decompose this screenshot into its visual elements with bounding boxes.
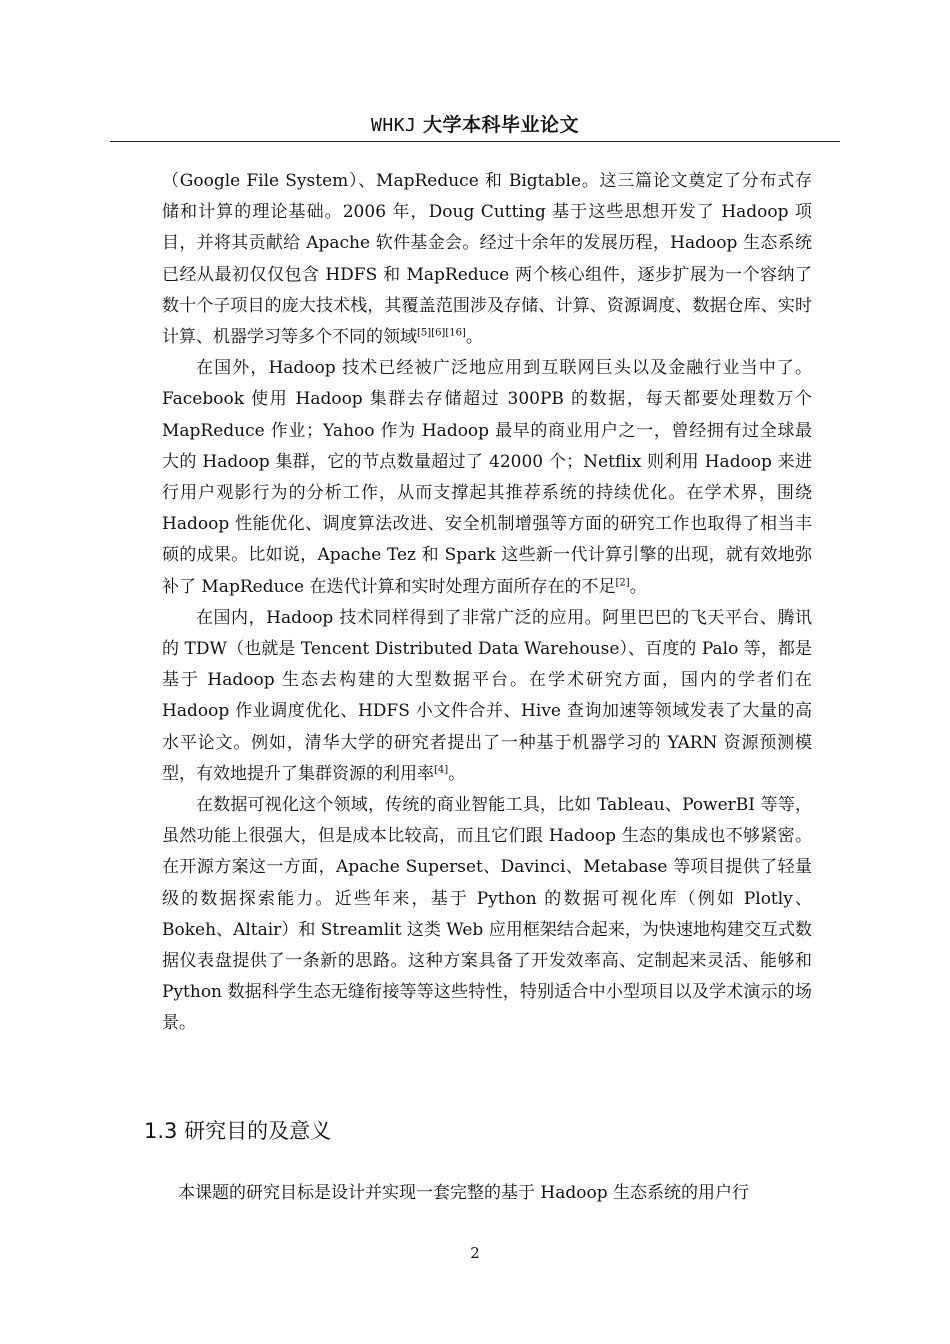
header-title: 大学本科毕业论文 [422,114,579,136]
page-number: 2 [470,1244,480,1262]
citation: [4] [434,764,449,776]
paragraph-text: （Google File System）、MapReduce 和 Bigtable。这三篇论文奠定了分布式存储和计算的理论基础。2006 年，Doug Cutting 基于这些思想开发了 Hadoop 项目，并将其贡献给 Apache 软件基金会。经过十余年的发展历程，Hadoop 生态系统已经从最初仅仅包含 HDFS 和 MapReduce 两个核心组件，逐步扩展为一个容纳了数十个子项目的庞大技术栈，其覆盖范围涉及存储、计算、资源调度、数据仓库、实时计算、机器学习等多个不同的领域 [162,171,812,348]
page-header [110,110,840,141]
paragraph-end: 。 [465,327,483,348]
paragraph-3 [162,603,812,790]
header-school-code: WHKJ [371,115,417,136]
paragraph-text: 在数据可视化这个领域，传统的商业智能工具，比如 Tableau、PowerBI 等等，虽然功能上很强大，但是成本比较高，而且它们跟 Hadoop 生态的集成也不够紧密。在开源方案这一方面，Apache Superset、Davinci、Metabase 等项目提供了轻量级的数据探索能力。近些年来，基于 Python 的数据可视化库（例如 Plotly、Bokeh、Altair）和 Streamlit 这类 Web 应用框架结合起来，为快速地构建交互式数据仪表盘提供了一条新的思路。这种方案具备了开发效率高、定制起来灵活、能够和 Python 数据科学生态无缝衔接等等这些特性，特别适合中小型项目以及学术演示的场景。 [162,795,812,1034]
paragraph-2 [162,353,812,603]
header-divider [110,141,840,142]
section-heading: 1.3 研究目的及意义 [144,1119,332,1143]
citation: [2] [615,576,630,588]
citation: [5][6][16] [417,327,466,339]
paragraph-4 [162,790,812,1040]
paragraph-text: 在国内，Hadoop 技术同样得到了非常广泛的应用。阿里巴巴的飞天平台、腾讯的 TDW（也就是 Tencent Distributed Data Warehouse）、百度的 Palo 等，都是基于 Hadoop 生态去构建的大型数据平台。在学术研究方面，国内的学者们在 Hadoop 作业调度优化、HDFS 小文件合并、Hive 查询加速等领域发表了大量的高水平论文。例如，清华大学的研究者提出了一种基于机器学习的 YARN 资源预测模型，有效地提升了集群资源的利用率 [162,607,812,784]
paragraph-1 [162,166,812,353]
paragraph-5: 本课题的研究目标是设计并实现一套完整的基于 Hadoop 生态系统的用户行 [178,1183,750,1203]
paragraph-end: 。 [448,763,466,784]
main-text [162,166,812,1040]
paragraph-text: 在国外，Hadoop 技术已经被广泛地应用到互联网巨头以及金融行业当中了。Facebook 使用 Hadoop 集群去存储超过 300PB 的数据，每天都要处理数万个 MapReduce 作业；Yahoo 作为 Hadoop 最早的商业用户之一，曾经拥有过全球最大的 Hadoop 集群，它的节点数量超过了 42000 个；Netflix 则利用 Hadoop 来进行用户观影行为的分析工作，从而支撑起其推荐系统的持续优化。在学术界，围绕 Hadoop 性能优化、调度算法改进、安全机制增强等方面的研究工作也取得了相当丰硕的成果。比如说，Apache Tez 和 Spark 这些新一代计算引擎的出现，就有效地弥补了 MapReduce 在迭代计算和实时处理方面所存在的不足 [162,358,812,597]
paragraph-end: 。 [629,576,647,597]
